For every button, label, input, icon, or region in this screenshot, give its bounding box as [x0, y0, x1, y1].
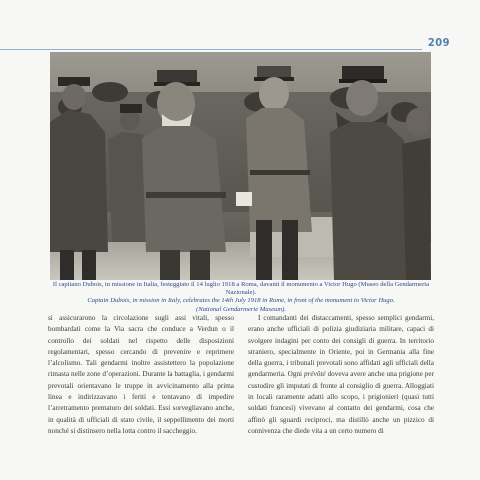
caption-english-source: (National Gendarmerie Museum).	[196, 305, 286, 313]
left-column	[48, 313, 234, 437]
caption-italian: Il capitano Dubois, in missione in Italia, festeggiato il 14 luglio 1918 a Roma, davanti il monumento a Victor Hugo (Museo della Gendarmeria Nazionale).	[52, 281, 430, 297]
body-text	[48, 313, 434, 437]
photo-caption	[48, 281, 434, 314]
header-rule	[0, 49, 422, 50]
page-number: 209	[427, 36, 450, 49]
left-paragraph: si assicurarono la circolazione sugli assi vitali, spesso bombardati come la Via sacra che conduce a Verdun o il controllo dei soldati nel rispetto delle disposizioni regolamentari, spesso cercando di prevenire e reprimere l’alcolismo. Tali gendarmi inoltre assistettero la popolazione rimasta nelle zone d’operazioni. Durante la battaglia, i gendarmi prevotali orientavano le truppe in avvicinamento alla prima linea e indirizzavano i feriti e tentavano di impedire l’arretramento prematuro dei soldati. Essi sorvegliavano anche, in qualità di ufficiali di stato civile, il seppellimento dei morti nonché si distinsero nella lotta contro il saccheggio.	[48, 314, 234, 435]
historical-photo	[50, 52, 431, 280]
right-paragraph	[248, 313, 434, 437]
right-paragraph-start: I comandanti dei distaccamenti, spesso semplici gendarmi, erano anche ufficiali di polizia giudiziaria militare, capaci di svolgere indagini per conto dei consigli di guerra. In territorio straniero, specialmente in Oriente, poi in Germania alla fine della guerra, i tribunali prevotali sono affidati agli ufficiali della gendarmeria. Ogni	[248, 314, 434, 379]
right-paragraph-end: doveva avere anche una prigione per custodire gli imputati di fronte al consiglio di guerra. Alloggiati in locali raramente adatti allo scopo, i prigionieri (quasi tutti soldati francesi) vivevano al contatto dei gendarmi, cosa che affinò gli sguardi reciproci, ma distillò anche un pizzico di connivenza che diede vita a un certo numero di	[248, 370, 434, 435]
italic-term: prévôté	[304, 370, 326, 379]
right-column	[248, 313, 434, 437]
caption-english: Captain Dubois, in mission in Italy, celebrates the 14th July 1918 in Rome, in front of the monument to Victor Hugo.	[87, 297, 395, 305]
